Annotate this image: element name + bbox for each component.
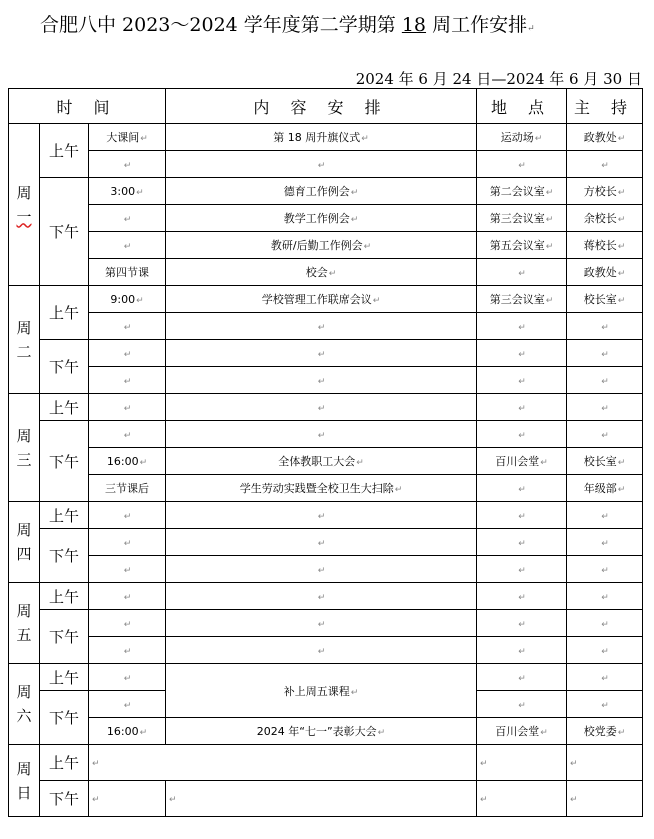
cell-place: 百川会堂 ↵ bbox=[477, 718, 567, 745]
cell-host: 校长室 ↵ bbox=[567, 448, 643, 475]
cell-time: 第四节课 bbox=[89, 259, 166, 286]
cell-place: 第二会议室 ↵ bbox=[477, 178, 567, 205]
table-header-row bbox=[9, 89, 643, 124]
half-am: 上午 bbox=[40, 286, 89, 340]
table-row bbox=[9, 286, 643, 313]
cell-time: 16:00 ↵ bbox=[89, 718, 166, 745]
cell-place: 运动场 ↵ bbox=[477, 124, 567, 151]
cell-time: 9:00 ↵ bbox=[89, 286, 166, 313]
title-prefix: 合肥八中 2023～2024 学年度第二学期 bbox=[40, 14, 377, 36]
cell-place bbox=[477, 151, 567, 178]
table-row bbox=[9, 781, 643, 817]
cell-time: 3:00 ↵ bbox=[89, 178, 166, 205]
table-row bbox=[9, 205, 643, 232]
document-title: 合肥八中 2023～2024 学年度第二学期第 18 周工作安排↵ bbox=[40, 14, 535, 36]
cell-host: 政教处 ↵ bbox=[567, 124, 643, 151]
cell-time: 16:00 ↵ bbox=[89, 448, 166, 475]
table-row bbox=[9, 610, 643, 637]
cell-host: 政教处 ↵ bbox=[567, 259, 643, 286]
table-row bbox=[9, 178, 643, 205]
cell-time bbox=[89, 205, 166, 232]
cell-content bbox=[166, 151, 477, 178]
half-am: 上午 bbox=[40, 745, 89, 781]
cell-host: 方校长 ↵ bbox=[567, 178, 643, 205]
table-row bbox=[9, 367, 643, 394]
cell-content: 教研/后勤工作例会 ↵ bbox=[166, 232, 477, 259]
cell-time: 三节课后 bbox=[89, 475, 166, 502]
half-pm: 下午 bbox=[40, 781, 89, 817]
day-thursday: 周 四 bbox=[9, 502, 40, 583]
cell-content-merged: 补上周五课程 ↵ bbox=[166, 664, 477, 718]
half-pm: 下午 bbox=[40, 178, 89, 286]
half-am: 上午 bbox=[40, 124, 89, 178]
table-row bbox=[9, 529, 643, 556]
cell-content: 学校管理工作联席会议 ↵ bbox=[166, 286, 477, 313]
half-pm: 下午 bbox=[40, 421, 89, 502]
cell-time bbox=[89, 232, 166, 259]
cell-host bbox=[567, 151, 643, 178]
cell-content: 第 18 周升旗仪式 ↵ bbox=[166, 124, 477, 151]
half-pm: 下午 bbox=[40, 691, 89, 745]
half-pm: 下午 bbox=[40, 340, 89, 394]
half-pm: 下午 bbox=[40, 529, 89, 583]
day-tuesday: 周 二 bbox=[9, 286, 40, 394]
table-row bbox=[9, 583, 643, 610]
cell-place: 第五会议室 ↵ bbox=[477, 232, 567, 259]
table-row bbox=[9, 313, 643, 340]
title-week-number: 18 bbox=[401, 14, 427, 36]
cell-content: 2024 年“七一”表彰大会 ↵ bbox=[166, 718, 477, 745]
half-am: 上午 bbox=[40, 664, 89, 691]
day-sunday: 周 日 bbox=[9, 745, 40, 817]
header-content: 内 容 安 排 bbox=[166, 89, 477, 124]
table-row bbox=[9, 502, 643, 529]
cell-host: 校长室 ↵ bbox=[567, 286, 643, 313]
day-friday: 周 五 bbox=[9, 583, 40, 664]
half-am: 上午 bbox=[40, 394, 89, 421]
cell-host: 蒋校长 ↵ bbox=[567, 232, 643, 259]
table-row bbox=[9, 718, 643, 745]
day-wednesday: 周 三 bbox=[9, 394, 40, 502]
table-row bbox=[9, 232, 643, 259]
table-row bbox=[9, 556, 643, 583]
header-host: 主 持 bbox=[567, 89, 643, 124]
title-week-label: 第 bbox=[376, 14, 402, 36]
cell-content: 校会 ↵ bbox=[166, 259, 477, 286]
cell-place bbox=[477, 475, 567, 502]
table-row bbox=[9, 394, 643, 421]
cell-time: 大课间 ↵ bbox=[89, 124, 166, 151]
table-row bbox=[9, 745, 643, 781]
cell-content: 教学工作例会 ↵ bbox=[166, 205, 477, 232]
cell-host: 年级部 ↵ bbox=[567, 475, 643, 502]
day-monday: 周 一 bbox=[9, 124, 40, 286]
cell-content: 全体教职工大会 ↵ bbox=[166, 448, 477, 475]
cell-place: 百川会堂 ↵ bbox=[477, 448, 567, 475]
cell-time bbox=[89, 151, 166, 178]
table-row bbox=[9, 421, 643, 448]
cell-place: 第三会议室 ↵ bbox=[477, 286, 567, 313]
cell-place: 第三会议室 ↵ bbox=[477, 205, 567, 232]
table-row bbox=[9, 340, 643, 367]
table-row bbox=[9, 124, 643, 151]
title-suffix: 周工作安排 bbox=[426, 14, 528, 36]
cell-place bbox=[477, 259, 567, 286]
table-row bbox=[9, 259, 643, 286]
header-time: 时 间 bbox=[9, 89, 166, 124]
cell-host: 校党委 ↵ bbox=[567, 718, 643, 745]
half-am: 上午 bbox=[40, 502, 89, 529]
table-row bbox=[9, 637, 643, 664]
table-row bbox=[9, 448, 643, 475]
table-row bbox=[9, 151, 643, 178]
header-place: 地 点 bbox=[477, 89, 567, 124]
half-am: 上午 bbox=[40, 583, 89, 610]
cell-content: 学生劳动实践暨全校卫生大扫除 ↵ bbox=[166, 475, 477, 502]
cell-host: 余校长 ↵ bbox=[567, 205, 643, 232]
date-range: 2024 年 6 月 24 日—2024 年 6 月 30 日 bbox=[355, 70, 642, 88]
cell-content: 德育工作例会 ↵ bbox=[166, 178, 477, 205]
table-row bbox=[9, 664, 643, 691]
half-pm: 下午 bbox=[40, 610, 89, 664]
day-saturday: 周 六 bbox=[9, 664, 40, 745]
table-row bbox=[9, 475, 643, 502]
schedule-table bbox=[8, 88, 643, 817]
